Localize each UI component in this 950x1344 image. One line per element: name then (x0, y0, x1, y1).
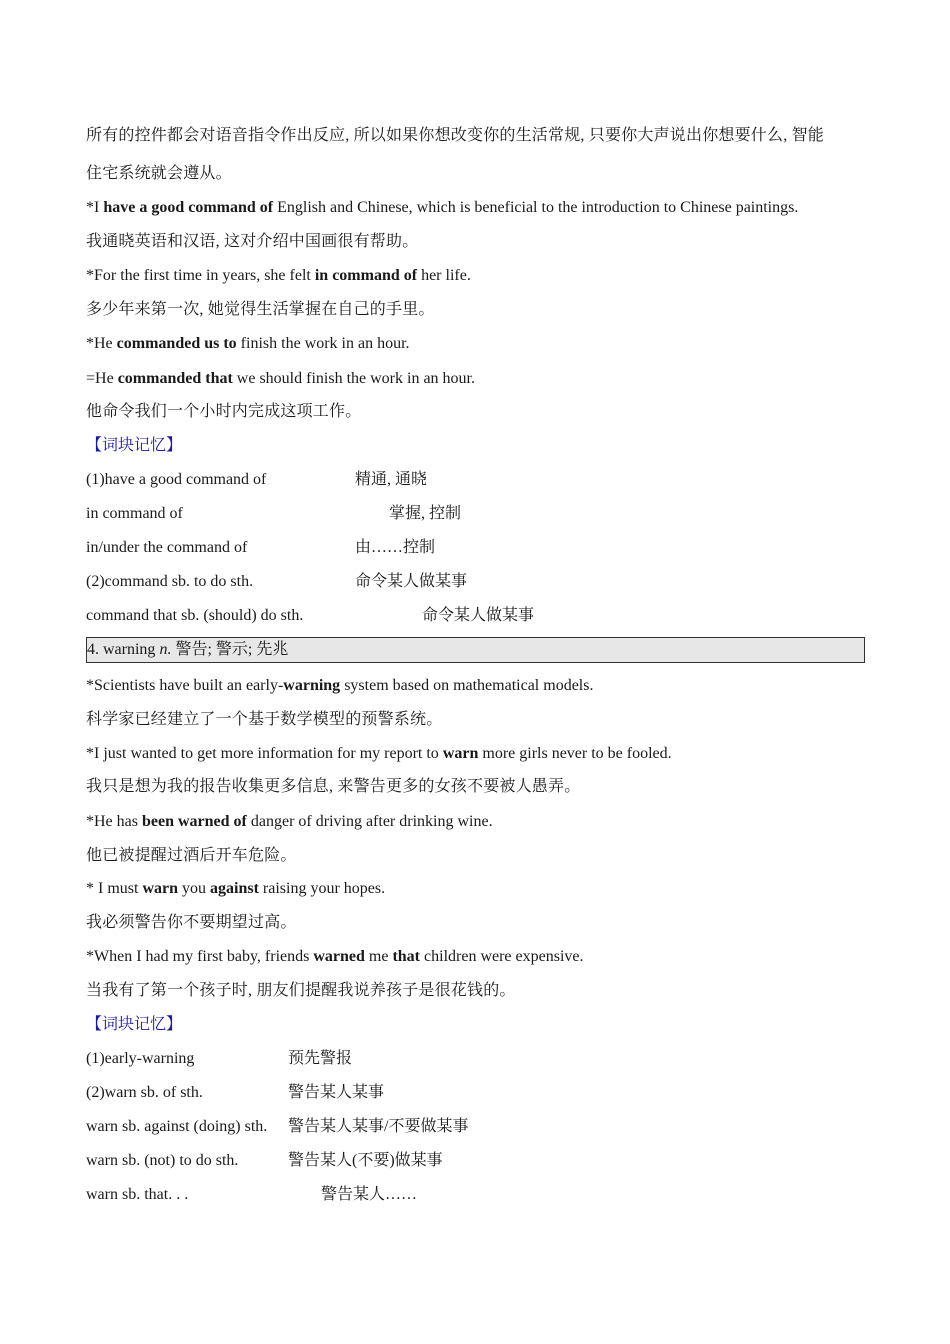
command-example-2: *For the first time in years, she felt in command of her life. (86, 267, 471, 284)
chunk-row: warn sb. that. . . (86, 1186, 189, 1203)
chunk-row: in/under the command of (86, 539, 248, 556)
chunk-row: (1)have a good command of (86, 471, 267, 488)
chunk-heading-warning: 【词块记忆】 (86, 1016, 183, 1033)
entry-heading-warning: 4. warning n. 警告; 警示; 先兆 (87, 641, 289, 658)
chunk-row: warn sb. (not) to do sth. (86, 1152, 239, 1169)
chunk-meaning: 由……控制 (355, 539, 436, 556)
chunk-meaning: 命令某人做某事 (355, 573, 468, 590)
chunk-row: (2)command sb. to do sth. (86, 573, 254, 590)
warning-example-1: *Scientists have built an early-warning system based on mathematical models. (86, 677, 594, 694)
warning-example-1-translation: 科学家已经建立了一个基于数学模型的预警系统。 (86, 711, 443, 728)
warning-example-2-translation: 我只是想为我的报告收集更多信息, 来警告更多的女孩不要被人愚弄。 (86, 778, 581, 795)
warning-example-5: *When I had my first baby, friends warned me that children were expensive. (86, 948, 584, 965)
chunk-row: in command of (86, 505, 183, 522)
command-example-1-translation: 我通晓英语和汉语, 这对介绍中国画很有帮助。 (86, 233, 419, 250)
intro-line-1: 所有的控件都会对语音指令作出反应, 所以如果你想改变你的生活常规, 只要你大声说出你想要什么, 智能 (86, 127, 825, 144)
command-example-3: *He commanded us to finish the work in an hour. (86, 335, 410, 352)
command-example-4: =He commanded that we should finish the work in an hour. (86, 370, 475, 387)
warning-example-2: *I just wanted to get more information for my report to warn more girls never to be fooled. (86, 745, 672, 762)
chunk-meaning: 警告某人某事 (288, 1084, 385, 1101)
entry-heading-box (86, 637, 865, 663)
chunk-meaning: 预先警报 (288, 1050, 353, 1067)
warning-example-4: * I must warn you against raising your hopes. (86, 880, 386, 897)
chunk-heading-command: 【词块记忆】 (86, 437, 183, 454)
chunk-meaning: 警告某人(不要)做某事 (288, 1152, 443, 1169)
intro-line-2: 住宅系统就会遵从。 (86, 165, 232, 182)
warning-example-3-translation: 他已被提醒过酒后开车危险。 (86, 847, 297, 864)
chunk-meaning: 命令某人做某事 (422, 607, 535, 624)
chunk-row: (2)warn sb. of sth. (86, 1084, 203, 1101)
warning-example-3: *He has been warned of danger of driving after drinking wine. (86, 813, 493, 830)
chunk-row: warn sb. against (doing) sth. (86, 1118, 268, 1135)
chunk-row: command that sb. (should) do sth. (86, 607, 304, 624)
command-example-2-translation: 多少年来第一次, 她觉得生活掌握在自己的手里。 (86, 301, 435, 318)
warning-example-5-translation: 当我有了第一个孩子时, 朋友们提醒我说养孩子是很花钱的。 (86, 982, 516, 999)
command-example-4-translation: 他命令我们一个小时内完成这项工作。 (86, 403, 362, 420)
warning-example-4-translation: 我必须警告你不要期望过高。 (86, 914, 297, 931)
chunk-meaning: 掌握, 控制 (389, 505, 462, 522)
command-example-1: *I have a good command of English and Chinese, which is beneficial to the introduction to Chinese paintings. (86, 199, 799, 216)
chunk-meaning: 精通, 通晓 (355, 471, 428, 488)
chunk-meaning: 警告某人…… (321, 1186, 418, 1203)
chunk-meaning: 警告某人某事/不要做某事 (288, 1118, 469, 1135)
chunk-row: (1)early-warning (86, 1050, 195, 1067)
